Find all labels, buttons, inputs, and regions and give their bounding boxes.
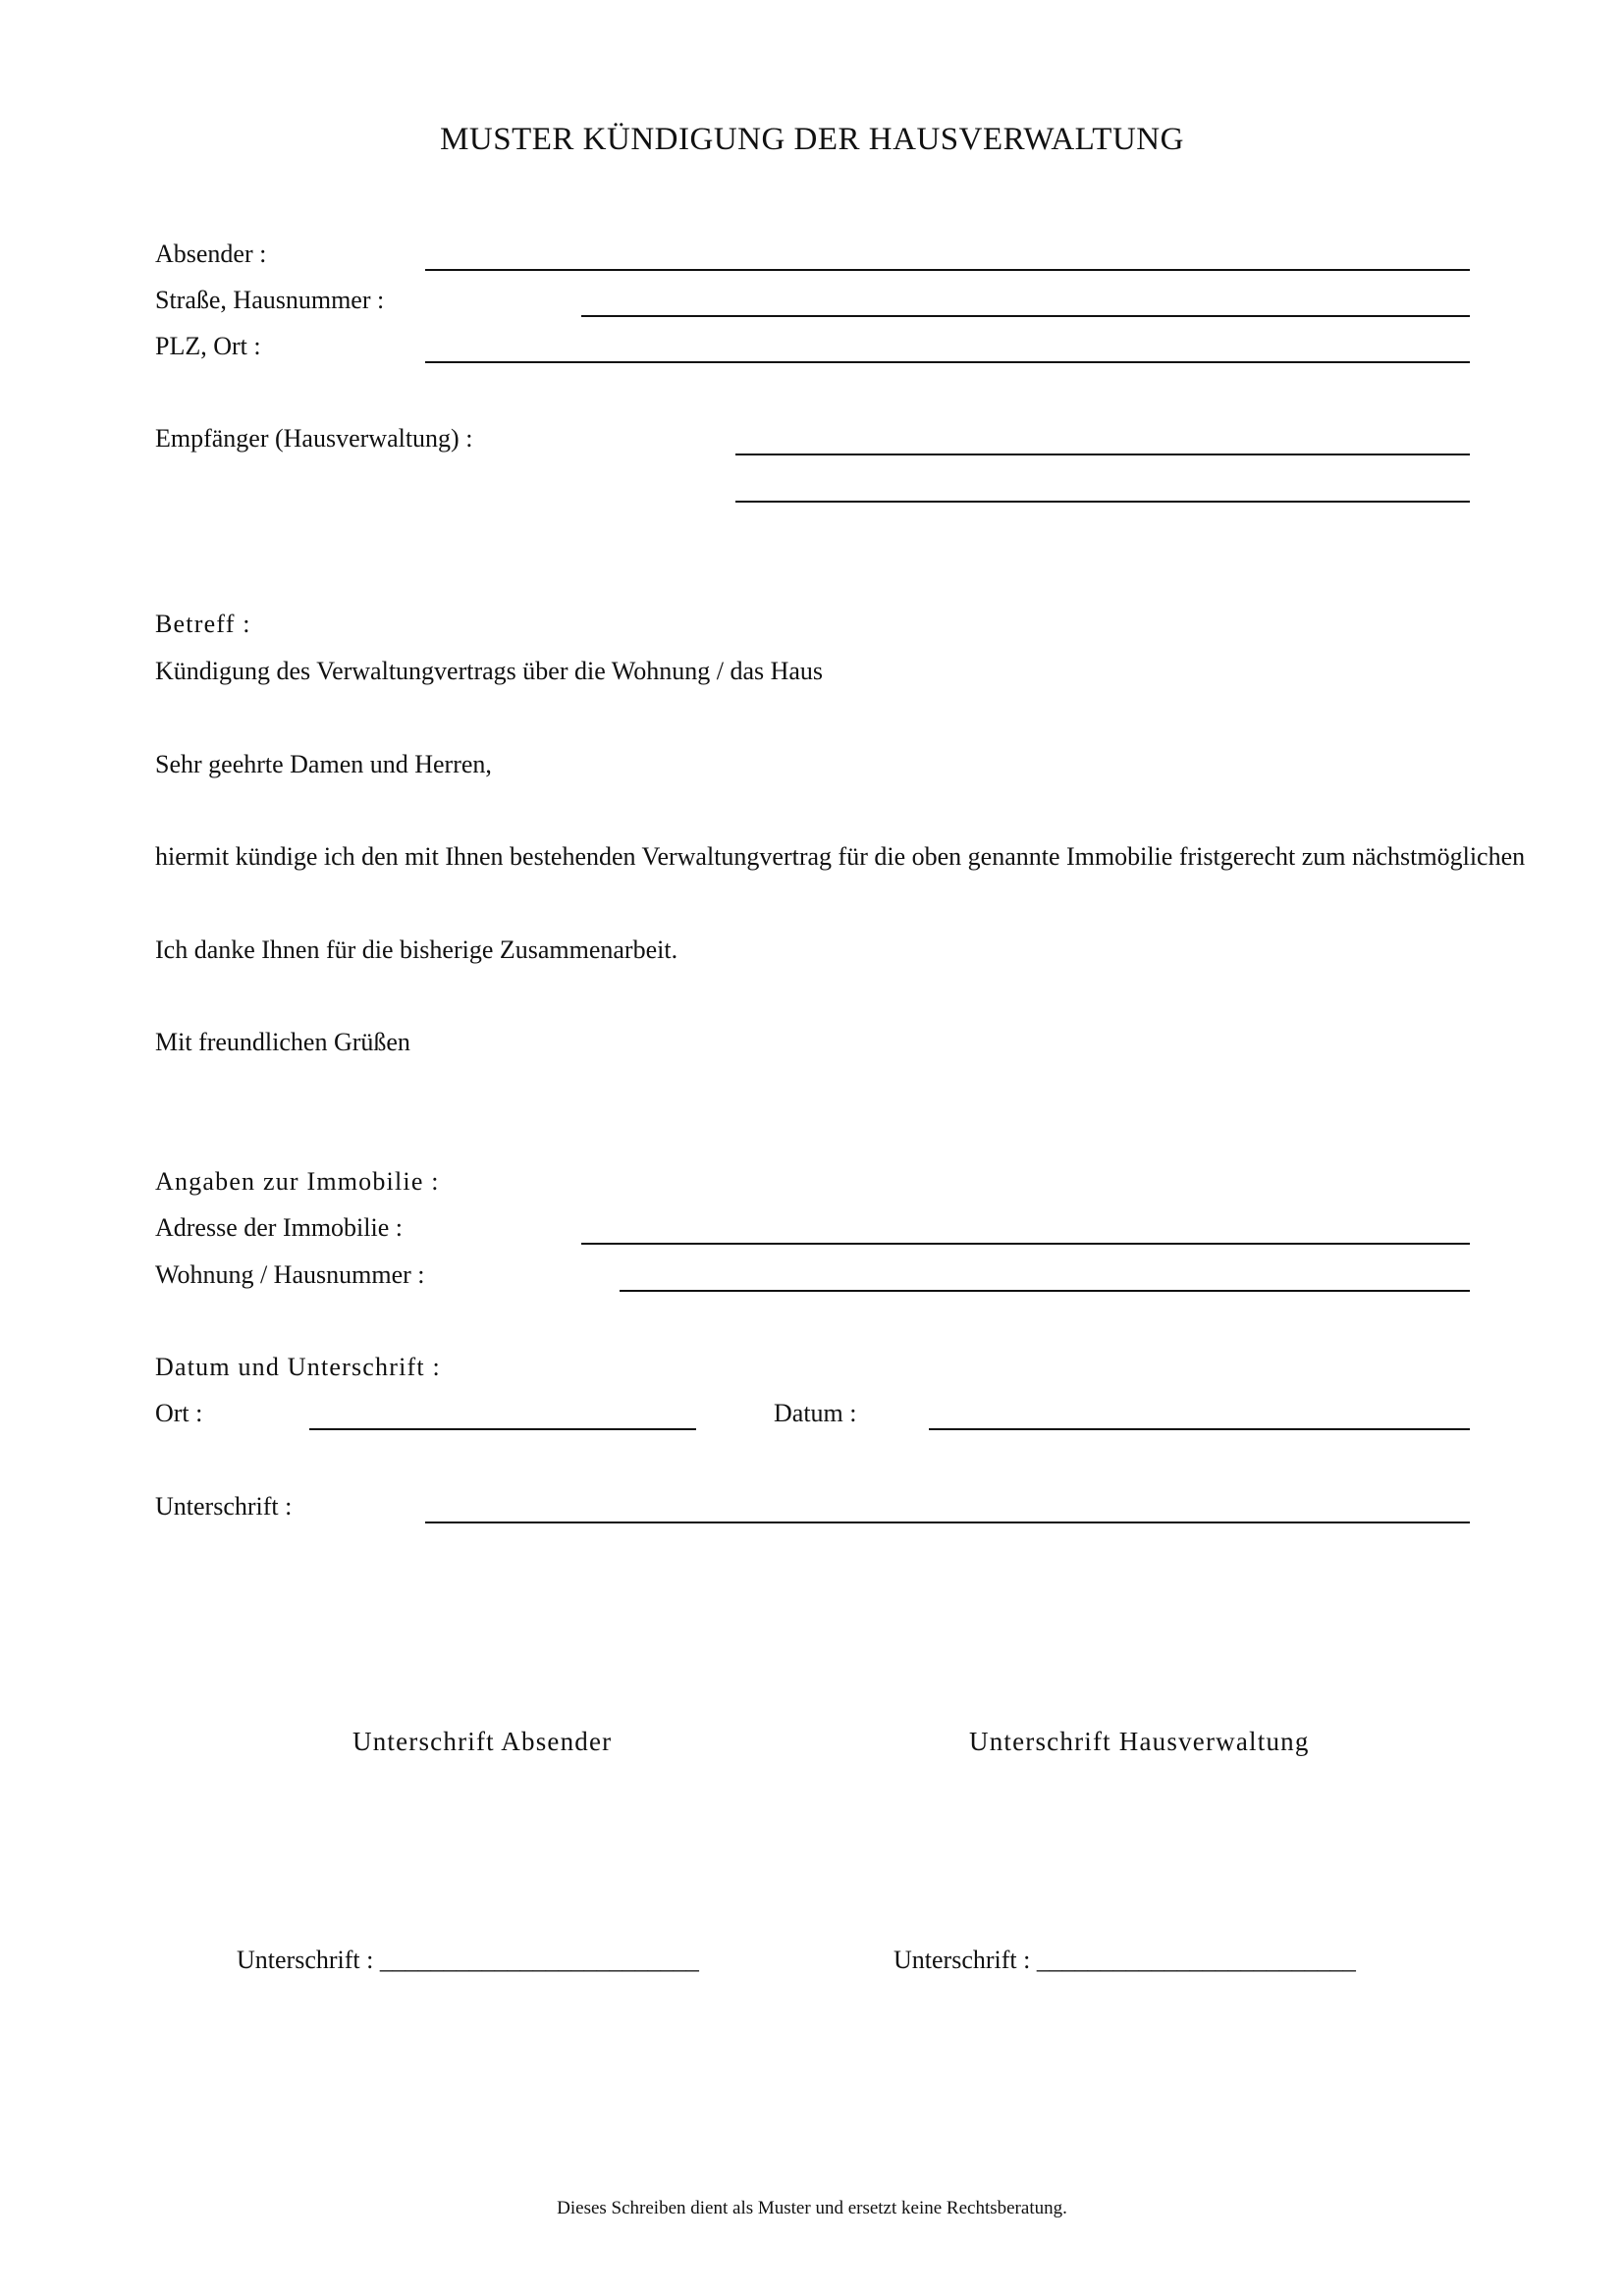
street-label: Straße, Hausnummer : [155,286,385,314]
recipient-input-line-1[interactable] [735,454,1470,455]
sender-label: Absender : [155,240,267,268]
sender-signature-line[interactable]: Unterschrift : _________________________ [237,1946,699,1974]
property-unit-input-line[interactable] [620,1290,1470,1292]
sender-input-line[interactable] [425,269,1470,271]
date-label: Datum : [774,1399,857,1427]
date-signature-heading: Datum und Unterschrift : [155,1353,441,1381]
recipient-input-line-2[interactable] [735,501,1470,503]
thanks-text: Ich danke Ihnen für die bisherige Zusammenarbeit. [155,935,678,964]
property-address-input-line[interactable] [581,1243,1470,1245]
footer-disclaimer: Dieses Schreiben dient als Muster und ersetzt keine Rechtsberatung. [557,2198,1067,2218]
subject-text: Kündigung des Verwaltungvertrags über die Wohnung / das Haus [155,657,824,685]
subject-label: Betreff : [155,610,251,638]
closing-text: Mit freundlichen Grüßen [155,1028,410,1056]
place-label: Ort : [155,1399,203,1427]
body-paragraph: hiermit kündige ich den mit Ihnen bestehenden Verwaltungvertrag für die oben genannte Immobilie fristgerecht zum nächstmöglichen [155,842,1526,871]
document-title: MUSTER KÜNDIGUNG DER HAUSVERWALTUNG [440,122,1184,157]
signature-label: Unterschrift : [155,1492,293,1521]
property-address-label: Adresse der Immobilie : [155,1213,403,1242]
property-heading: Angaben zur Immobilie : [155,1167,440,1196]
salutation: Sehr geehrte Damen und Herren, [155,750,492,778]
place-input-line[interactable] [309,1428,696,1430]
management-signature-heading: Unterschrift Hausverwaltung [969,1727,1310,1756]
date-input-line[interactable] [929,1428,1470,1430]
property-unit-label: Wohnung / Hausnummer : [155,1260,425,1289]
street-input-line[interactable] [581,315,1470,317]
zip-city-input-line[interactable] [425,361,1470,363]
management-signature-line[interactable]: Unterschrift : _________________________ [893,1946,1356,1974]
recipient-label: Empfänger (Hausverwaltung) : [155,424,473,453]
sender-signature-heading: Unterschrift Absender [352,1727,613,1756]
zip-city-label: PLZ, Ort : [155,332,261,360]
signature-input-line[interactable] [425,1522,1470,1523]
